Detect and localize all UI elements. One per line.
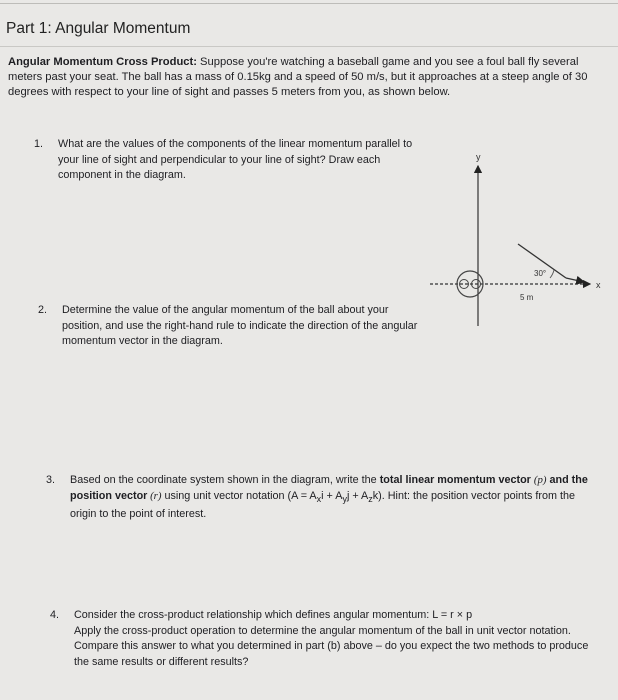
question-2-number: 2.	[38, 304, 48, 316]
ball-momentum-arrow	[566, 278, 584, 282]
top-rule	[0, 3, 618, 4]
question-1-number: 1.	[34, 138, 44, 150]
y-axis-label: y	[476, 152, 481, 162]
question-3-number: 3.	[46, 474, 56, 486]
question-4	[50, 608, 594, 670]
question-3-eq2: j + A	[346, 489, 369, 502]
question-1	[34, 137, 418, 184]
x-axis-label: x	[596, 280, 601, 290]
coordinate-diagram	[412, 148, 618, 338]
question-1-text: What are the values of the components of the linear momentum parallel to your line of sight and perpendicular to your line of sight? Draw each component in the diagram.	[58, 138, 413, 182]
question-3-p-symbol: (p)	[533, 474, 547, 486]
question-3-eq3: k). Hint: the position vector points from the origin to the point of interest.	[70, 489, 575, 521]
intro-paragraph	[8, 55, 608, 101]
question-2-text: Determine the value of the angular momentum of the ball about your position, and use the right-hand rule to indicate the direction of the angular momentum vector in the diagram.	[62, 304, 418, 348]
question-3-bold1: total linear momentum vector	[379, 474, 531, 486]
question-3-bold2: and the position vector	[70, 474, 588, 502]
question-4-number: 4.	[50, 609, 60, 621]
question-4-line1: Consider the cross-product relationship which defines angular momentum: L = r × p	[74, 609, 473, 621]
page-title: Part 1: Angular Momentum	[6, 20, 191, 37]
angle-arc	[550, 270, 554, 278]
intro-text: Suppose you're watching a baseball game and you see a foul ball fly several meters past your seat. The ball has a mass of 0.15kg and a speed of 50 m/s, but it approaches at a steep angle of 30 degrees with respect to your line of sight and passes 5 meters from you, as shown below.	[8, 56, 588, 99]
question-3-pre: Based on the coordinate system shown in the diagram, write the	[70, 474, 380, 486]
distance-label: 5 m	[520, 293, 534, 302]
question-3-eq1: i + A	[321, 489, 343, 502]
intro-lead: Angular Momentum Cross Product:	[8, 56, 197, 68]
question-3-r-symbol: (r)	[147, 489, 162, 502]
title-rule	[0, 46, 618, 47]
angle-label: 30°	[534, 269, 547, 278]
question-4-line2: Apply the cross-product operation to determine the angular momentum of the ball in unit vector notation. Compare this answer to what you determined in part (b) above – do you expect the two methods to produce the same results or different results?	[74, 624, 589, 668]
question-3-mid: using unit vector notation (A = A	[161, 489, 317, 502]
question-2	[38, 303, 422, 350]
question-3: 3. Based on the coordinate system shown in the diagram, write the total linear momentum vector (p) and the position vector (r) using unit vector notation $(A = A_xi + A_yj + A_zk)$. Hint: the position vector points from the origin to the point of interest.	[46, 474, 588, 521]
